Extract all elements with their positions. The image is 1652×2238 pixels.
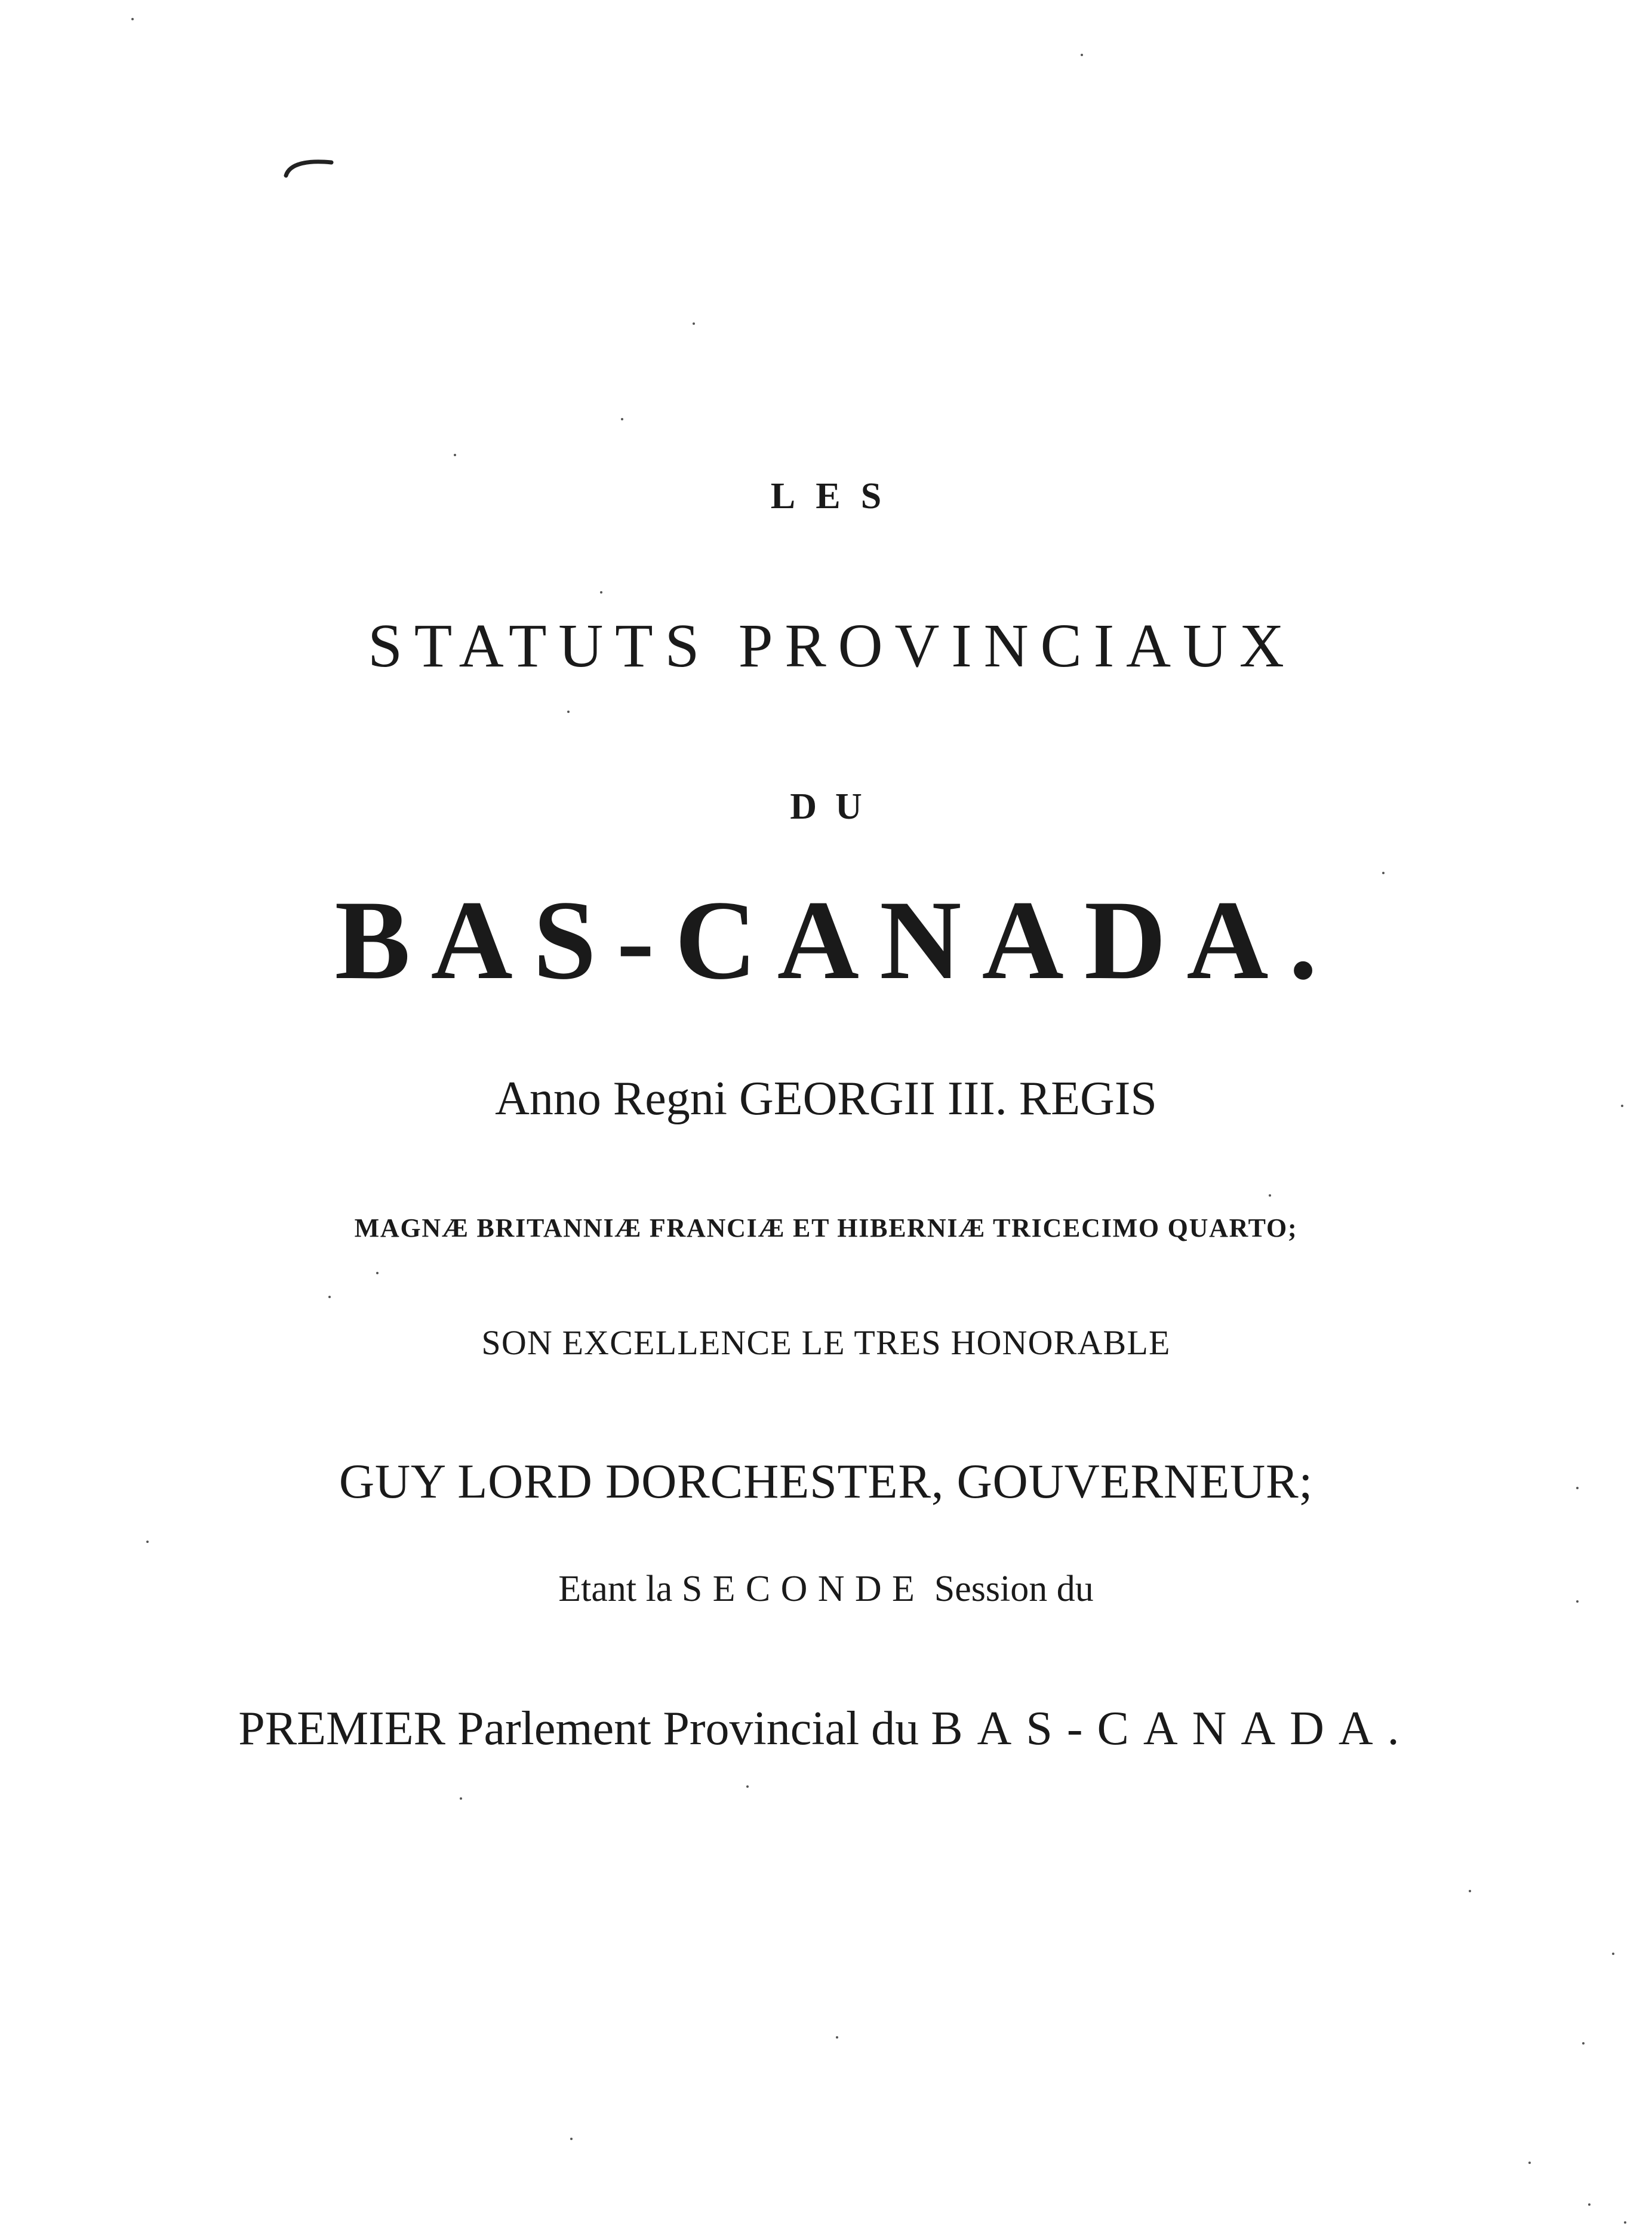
scan-speck <box>1269 1194 1271 1197</box>
scan-speck <box>146 1541 149 1543</box>
session-line <box>0 1570 1652 1607</box>
scan-speck <box>328 1296 331 1298</box>
scan-speck <box>1469 1890 1471 1892</box>
session-line-prefix: Etant la <box>558 1569 673 1609</box>
scan-speck <box>600 591 602 594</box>
son-excellence-line: SON EXCELLENCE LE TRES HONORABLE <box>481 1323 1171 1362</box>
session-line-suffix: Session du <box>934 1569 1094 1609</box>
anno-regni-line: Anno Regni GEORGII III. REGIS <box>495 1072 1157 1125</box>
scan-speck <box>1382 872 1385 874</box>
ink-mark <box>284 155 337 179</box>
scan-speck <box>567 711 570 713</box>
scan-speck <box>570 2138 573 2140</box>
scan-speck <box>376 1272 379 1274</box>
scan-speck <box>1576 1600 1579 1603</box>
scan-speck <box>1588 2203 1591 2206</box>
magnae-britanniae-line: MAGNÆ BRITANNIÆ FRANCIÆ ET HIBERNIÆ TRICECIMO QUARTO; <box>354 1213 1298 1243</box>
parliament-line <box>0 1702 1652 1755</box>
scan-speck <box>836 2036 838 2039</box>
scan-speck <box>1621 1105 1623 1107</box>
scan-speck <box>1582 2042 1585 2045</box>
parliament-line-bas-canada: BAS-CANADA. <box>931 1702 1414 1755</box>
scan-speck <box>1528 2162 1531 2164</box>
scan-speck <box>131 18 134 20</box>
session-line-seconde: SECONDE <box>681 1569 925 1609</box>
heading-statuts-provinciaux: STATUTS PROVINCIAUX <box>368 611 1296 680</box>
scan-speck <box>1081 54 1083 56</box>
scan-speck <box>460 1797 462 1800</box>
scan-speck <box>746 1785 749 1788</box>
governor-line: GUY LORD DORCHESTER, GOUVERNEUR; <box>339 1454 1313 1508</box>
scan-speck <box>1612 1953 1614 1955</box>
scan-speck <box>1624 2221 1626 2224</box>
scan-speck <box>1576 1487 1579 1489</box>
heading-les: LES <box>770 476 902 517</box>
scan-speck <box>454 454 456 456</box>
heading-bas-canada: BAS-CANADA. <box>334 878 1338 1003</box>
scan-speck <box>693 322 695 325</box>
scan-speck <box>621 418 623 420</box>
heading-du: DU <box>790 786 881 827</box>
parliament-line-prefix: PREMIER Parlement Provincial du <box>238 1702 919 1755</box>
